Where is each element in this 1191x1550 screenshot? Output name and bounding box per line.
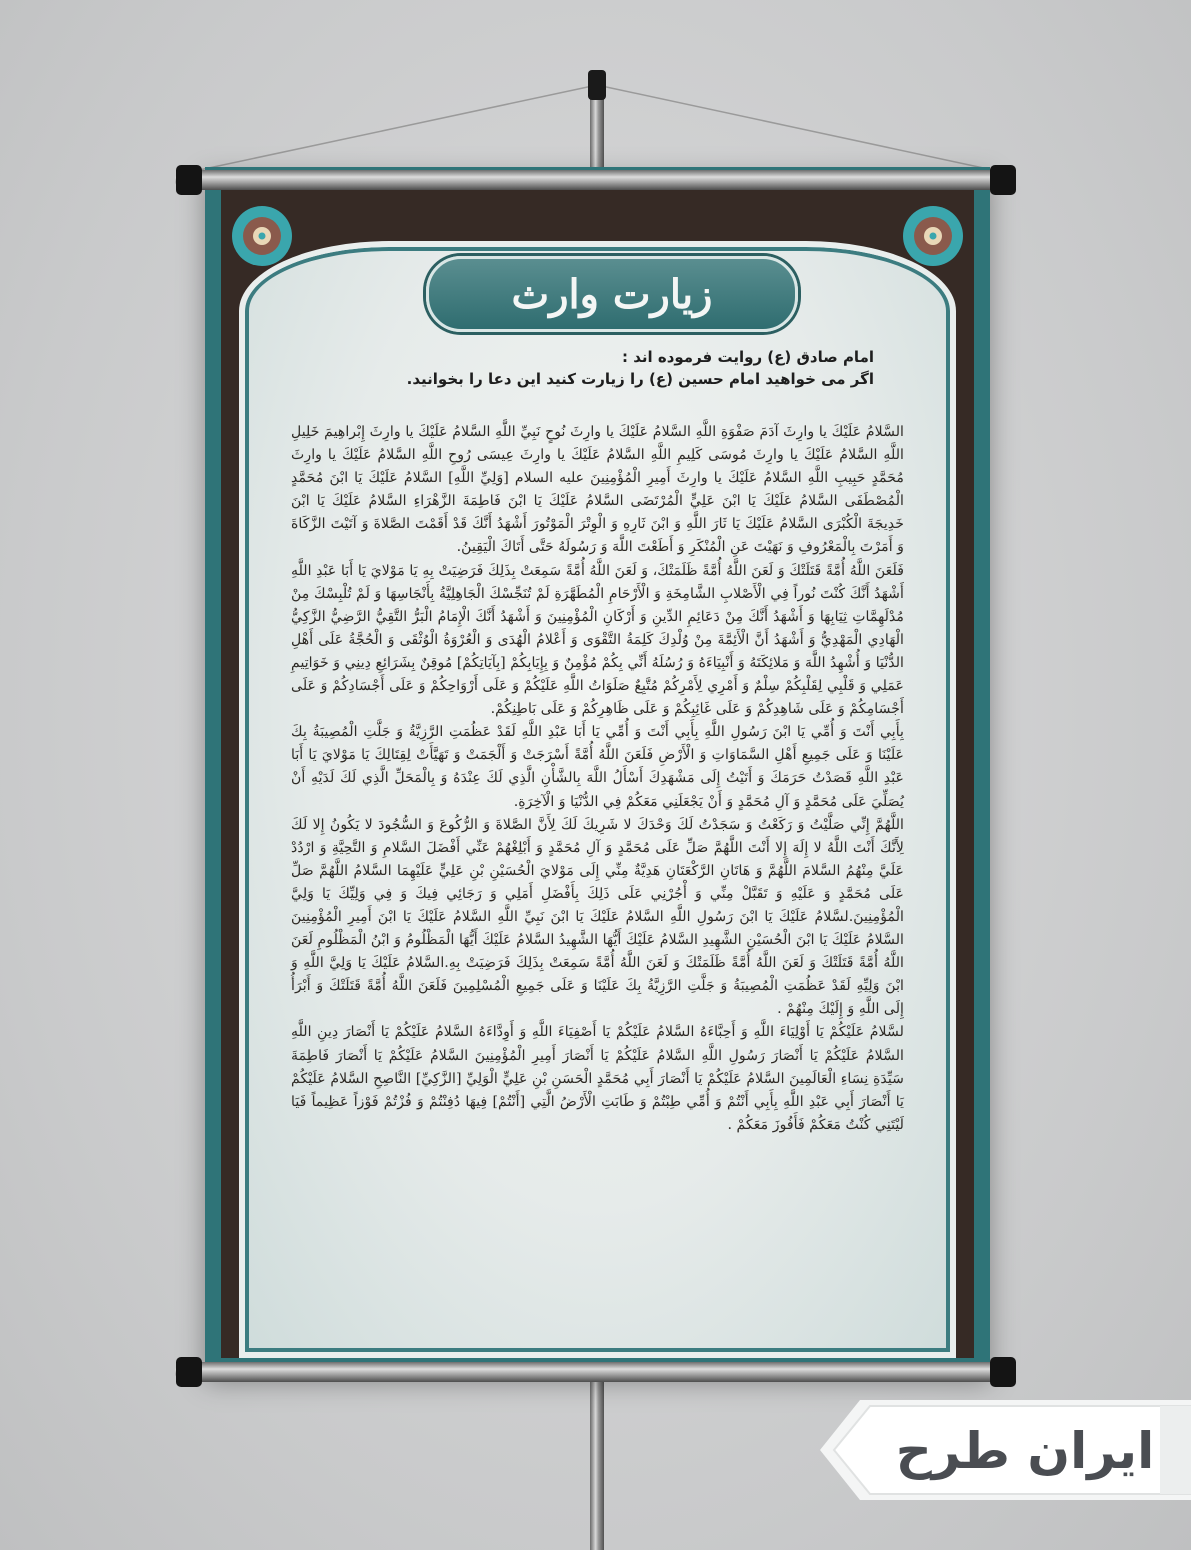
title-plaque [426,256,798,332]
banner-title: زیارت وارث [511,270,713,318]
top-rod [175,170,1015,190]
prayer-paragraph: اللَّهُمَّ إِنِّي صَلَّيْتُ وَ رَكَعْتُ وَ سَجَدْتُ لَكَ وَحْدَكَ لا شَرِيكَ لَكَ لِأَنَّ الصَّلاةَ وَ الرُّكُوعَ وَ السُّجُودَ لا يَكُونُ إِلا لَكَ لِأَنَّكَ أَنْتَ اللَّهُ لا إِلَهَ إِلا أَنْتَ اللَّهُمَّ صَلِّ عَلَى مُحَمَّدٍ وَ آلِ مُحَمَّدٍ وَ أَبْلِغْهُمْ عَنِّي أَفْضَلَ السَّلامِ وَ التَّحِيَّةِ وَ ارْدُدْ عَلَيَّ مِنْهُمُ السَّلامَ اللَّهُمَّ وَ هَاتَانِ الرَّكْعَتَانِ هَدِيَّةٌ مِنِّي إِلَى مَوْلايَ الْحُسَيْنِ بْنِ عَلِيٍّ عَلَيْهِمَا السَّلامُ اللَّهُمَّ صَلِّ عَلَى مُحَمَّدٍ وَ عَلَيْهِ وَ تَقَبَّلْ مِنِّي وَ أْجُرْنِي عَلَى ذَلِكَ بِأَفْضَلِ أَمَلِي وَ رَجَائِي فِيكَ وَ فِي وَلِيِّكَ يَا وَلِيَّ الْمُؤْمِنِينَ.لسَّلامُ عَلَيْكَ يَا ابْنَ رَسُولِ اللَّهِ السَّلامُ عَلَيْكَ يَا ابْنَ نَبِيِّ اللَّهِ السَّلامُ عَلَيْكَ يَا ابْنَ أَمِيرِ الْمُؤْمِنِينَ السَّلامُ عَلَيْكَ يَا ابْنَ الْحُسَيْنِ الشَّهِيدِ السَّلامُ عَلَيْكَ أَيُّهَا الشَّهِيدُ السَّلامُ عَلَيْكَ أَيُّهَا الْمَظْلُومُ وَ ابْنُ الْمَظْلُومِ لَعَنَ اللَّهُ أُمَّةً قَتَلَتْكَ وَ لَعَنَ اللَّهُ أُمَّةً ظَلَمَتْكَ وَ لَعَنَ اللَّهُ أُمَّةً سَمِعَتْ بِذَلِكَ فَرَضِيَتْ بِهِ.السَّلامُ عَلَيْكَ يَا وَلِيَّ اللَّهِ وَ ابْنَ وَلِيِّهِ لَقَدْ عَظُمَتِ الْمُصِيبَةُ وَ جَلَّتِ الرَّزِيَّةُ بِكَ عَلَيْنَا وَ عَلَى جَمِيعِ الْمُسْلِمِينَ فَلَعَنَ اللَّهُ أُمَّةً قَتَلَتْكَ وَ أَبْرَأُ إِلَى اللَّهِ وَ إِلَيْكَ مِنْهُمْ . [291,816,905,1018]
prayer-text [291,421,904,1137]
prayer-paragraph: السَّلامُ عَلَيْكَ يا وارِثَ آدَمَ صَفْوَةِ اللَّهِ السَّلامُ عَلَيْكَ يا وارِثَ نُوحٍ نَبِيِّ اللَّهِ السَّلامُ عَلَيْكَ يا وارِثَ إِبْراهِيمَ خَلِيلِ اللَّهِ السَّلامُ عَلَيْكَ يا وارِثَ مُوسَى كَلِيمِ اللَّهِ السَّلامُ عَلَيْكَ يا وارِثَ عِيسَى رُوحِ اللَّهِ السَّلامُ عَلَيْكَ يا وارِثَ مُحَمَّدٍ حَبِيبِ اللَّهِ السَّلامُ عَلَيْكَ يا وارِثَ أَمِيرِ الْمُؤْمِنِينَ عليه السلام [وَلِيِّ اللَّهِ] السَّلامُ عَلَيْكَ يَا ابْنَ مُحَمَّدٍ الْمُصْطَفَى السَّلامُ عَلَيْكَ يَا ابْنَ عَلِيٍّ الْمُرْتَضَى السَّلامُ عَلَيْكَ يَا ابْنَ فَاطِمَةَ الزَّهْرَاءِ السَّلامُ عَلَيْكَ يَا ابْنَ خَدِيجَةَ الْكُبْرَى السَّلامُ عَلَيْكَ يَا ثَارَ اللَّهِ وَ ابْنَ ثَارِهِ وَ الْوِتْرَ الْمَوْتُورَ أَشْهَدُ أَنَّكَ قَدْ أَقَمْتَ الصَّلاةَ وَ آتَيْتَ الزَّكَاةَ وَ أَمَرْتَ بِالْمَعْرُوفِ وَ نَهَيْتَ عَنِ الْمُنْكَرِ وَ أَطَعْتَ اللَّهَ وَ رَسُولَهُ حَتَّى أَتَاكَ الْيَقِينُ. [291,424,904,556]
logo-text: ایران طرح [895,1422,1155,1480]
intro-text [374,346,874,390]
prayer-paragraph: فَلَعَنَ اللَّهُ أُمَّةً قَتَلَتْكَ وَ لَعَنَ اللَّهُ أُمَّةً ظَلَمَتْكَ، وَ لَعَنَ اللَّهُ أُمَّةً سَمِعَتْ بِذَلِكَ فَرَضِيَتْ بِهِ يَا مَوْلايَ يَا أَبَا عَبْدِ اللَّهِ أَشْهَدُ أَنَّكَ كُنْتَ نُوراً فِي الْأَصْلابِ الشَّامِخَةِ وَ الْأَرْحَامِ الْمُطَهَّرَةِ لَمْ تُنَجِّسْكَ الْجَاهِلِيَّةُ بِأَنْجَاسِهَا وَ لَمْ تُلْبِسْكَ مِنْ مُدْلَهِمَّاتِ ثِيَابِهَا وَ أَشْهَدُ أَنَّكَ مِنْ دَعَائِمِ الدِّينِ وَ أَرْكَانِ الْمُؤْمِنِينَ وَ أَشْهَدُ أَنَّكَ الْإِمَامُ الْبَرُّ التَّقِيُّ الرَّضِيُّ الزَّكِيُّ الْهَادِي الْمَهْدِيُّ وَ أَشْهَدُ أَنَّ الْأَئِمَّةَ مِنْ وُلْدِكَ كَلِمَةُ التَّقْوَى وَ أَعْلامُ الْهُدَى وَ الْعُرْوَةُ الْوُثْقَى وَ الْحُجَّةُ عَلَى أَهْلِ الدُّنْيَا وَ أُشْهِدُ اللَّهَ وَ مَلائِكَتَهُ وَ أَنْبِيَاءَهُ وَ رُسُلَهُ أَنِّي بِكُمْ مُؤْمِنٌ وَ بِإِيَابِكُمْ [بِآيَاتِكُمْ] مُوقِنٌ بِشَرَائِعِ دِينِي وَ خَوَاتِيمِ عَمَلِي وَ قَلْبِي لِقَلْبِكُمْ سِلْمٌ وَ أَمْرِي لِأَمْرِكُمْ مُتَّبِعٌ صَلَوَاتُ اللَّهِ عَلَيْكُمْ وَ عَلَى أَرْوَاحِكُمْ وَ عَلَى أَجْسَادِكُمْ وَ عَلَى أَجْسَامِكُمْ وَ عَلَى شَاهِدِكُمْ وَ عَلَى غَائِبِكُمْ وَ عَلَى ظَاهِرِكُمْ وَ عَلَى بَاطِنِكُمْ. [291,562,905,718]
prayer-paragraph: لسَّلامُ عَلَيْكُمْ يَا أَوْلِيَاءَ اللَّهِ وَ أَحِبَّاءَهُ السَّلامُ عَلَيْكُمْ يَا أَصْفِيَاءَ اللَّهِ وَ أَوِدَّاءَهُ السَّلامُ عَلَيْكُمْ يَا أَنْصَارَ دِينِ اللَّهِ السَّلامُ عَلَيْكُمْ يَا أَنْصَارَ رَسُولِ اللَّهِ السَّلامُ عَلَيْكُمْ يَا أَنْصَارَ أَمِيرِ الْمُؤْمِنِينَ السَّلامُ عَلَيْكُمْ يَا أَنْصَارَ فَاطِمَةَ سَيِّدَةِ نِسَاءِ الْعَالَمِينَ السَّلامُ عَلَيْكُمْ يَا أَنْصَارَ أَبِي مُحَمَّدٍ الْحَسَنِ بْنِ عَلِيٍّ الْوَلِيِّ [الزَّكِيِّ] النَّاصِحِ السَّلامُ عَلَيْكُمْ يَا أَنْصَارَ أَبِي عَبْدِ اللَّهِ بِأَبِي أَنْتُمْ وَ أُمِّي طِبْتُمْ وَ طَابَتِ الْأَرْضُ الَّتِي [أَنْتُمْ] فِيهَا دُفِنْتُمْ وَ فُزْتُمْ فَوْزاً عَظِيماً فَيَا لَيْتَنِي كُنْتُ مَعَكُمْ فَأَفُوزَ مَعَكُمْ . [291,1024,904,1133]
rod-end-cap [176,165,202,195]
banner-frame [221,181,974,1358]
banner [205,167,990,1372]
pole-cap [588,70,606,100]
rod-end-cap [176,1357,202,1387]
bottom-rod [175,1362,1015,1382]
prayer-paragraph: بِأَبِي أَنْتَ وَ أُمِّي يَا ابْنَ رَسُولِ اللَّهِ بِأَبِي أَنْتَ وَ أُمِّي يَا أَبَا عَبْدِ اللَّهِ لَقَدْ عَظُمَتِ الرَّزِيَّةُ وَ جَلَّتِ الْمُصِيبَةُ بِكَ عَلَيْنَا وَ عَلَى جَمِيعِ أَهْلِ السَّمَاوَاتِ وَ الْأَرْضِ فَلَعَنَ اللَّهُ أُمَّةً أَسْرَجَتْ وَ أَلْجَمَتْ وَ تَهَيَّأَتْ لِقِتَالِكَ يَا مَوْلايَ يَا أَبَا عَبْدِ اللَّهِ قَصَدْتُ حَرَمَكَ وَ أَتَيْتُ إِلَى مَشْهَدِكَ أَسْأَلُ اللَّهَ بِالشَّأْنِ الَّذِي لَكَ عِنْدَهُ وَ بِالْمَحَلِّ الَّذِي لَكَ لَدَيْهِ أَنْ يُصَلِّيَ عَلَى مُحَمَّدٍ وَ آلِ مُحَمَّدٍ وَ أَنْ يَجْعَلَنِي مَعَكُمْ فِي الدُّنْيَا وَ الْآخِرَةِ. [291,724,904,810]
intro-line-1: امام صادق (ع) روایت فرموده اند : [621,348,874,366]
rod-end-cap [990,165,1016,195]
rod-end-cap [990,1357,1016,1387]
intro-line-2: اگر می خواهید امام حسین (ع) را زیارت کنید این دعا را بخوانید. [406,370,874,388]
brand-logo [820,1400,1191,1500]
